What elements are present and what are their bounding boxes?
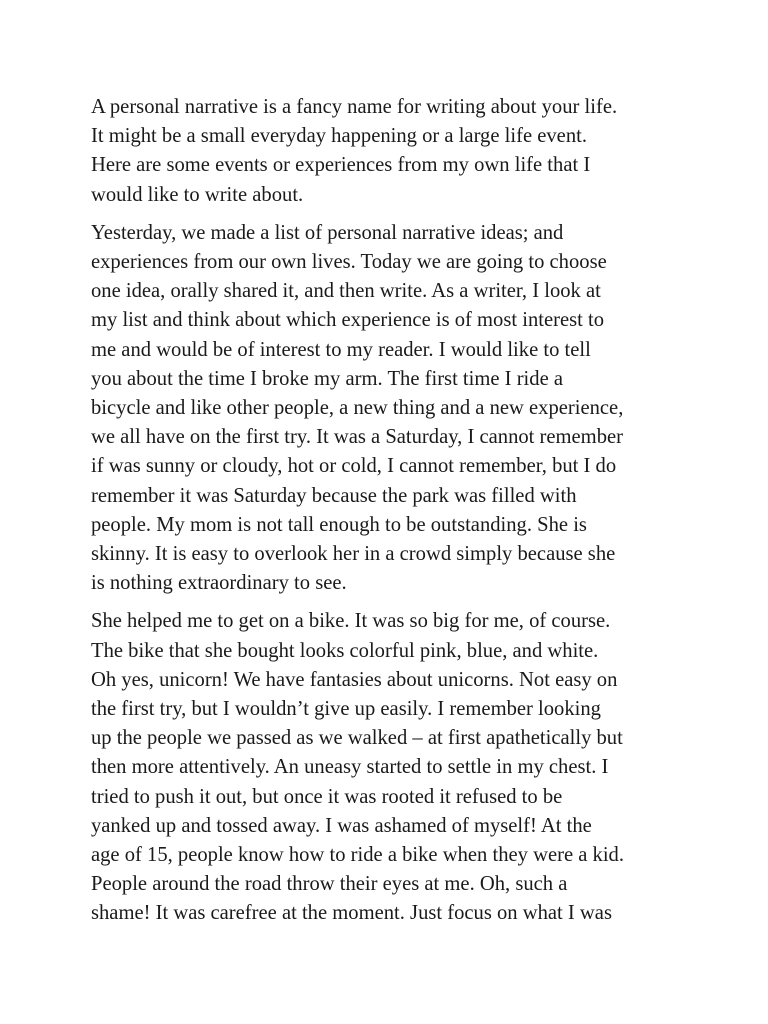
- text-line: me and would be of interest to my reader. I would like to tell: [91, 338, 591, 361]
- text-line: yanked up and tossed away. I was ashamed of myself! At the: [91, 814, 592, 837]
- text-line: people. My mom is not tall enough to be outstanding. She is: [91, 513, 587, 536]
- text-line: shame! It was carefree at the moment. Just focus on what I was: [91, 902, 612, 925]
- text-line: The bike that she bought looks colorful pink, blue, and white.: [91, 639, 599, 662]
- text-line: A personal narrative is a fancy name for writing about your life.: [91, 96, 618, 118]
- text-line: then more attentively. An uneasy started to settle in my chest. I: [91, 756, 609, 779]
- text-line: It might be a small everyday happening or a large life event.: [91, 125, 587, 148]
- text-line: She helped me to get on a bike. It was so big for me, of course.: [91, 610, 611, 633]
- text-line: we all have on the first try. It was a Saturday, I cannot remember: [91, 426, 623, 449]
- text-line: People around the road throw their eyes at me. Oh, such a: [91, 873, 568, 896]
- text-line: experiences from our own lives. Today we are going to choose: [91, 251, 607, 274]
- text-line: skinny. It is easy to overlook her in a crowd simply because she: [91, 543, 616, 566]
- paragraph-1: [91, 93, 709, 210]
- text-line: my list and think about which experience is of most interest to: [91, 309, 605, 332]
- document-body: [91, 93, 709, 938]
- text-line: would like to write about.: [91, 183, 304, 206]
- text-line: bicycle and like other people, a new thing and a new experience,: [91, 397, 624, 420]
- text-line: one idea, orally shared it, and then write. As a writer, I look at: [91, 280, 601, 303]
- text-line: if was sunny or cloudy, hot or cold, I cannot remember, but I do: [91, 455, 617, 478]
- text-line: the first try, but I wouldn’t give up easily. I remember looking: [91, 698, 601, 721]
- text-line: you about the time I broke my arm. The first time I ride a: [91, 367, 563, 390]
- text-line: is nothing extraordinary to see.: [91, 572, 347, 595]
- text-line: Oh yes, unicorn! We have fantasies about unicorns. Not easy on: [91, 668, 618, 691]
- text-line: remember it was Saturday because the park was filled with: [91, 484, 577, 507]
- text-line: age of 15, people know how to ride a bike when they were a kid.: [91, 844, 624, 867]
- paragraph-2: [91, 219, 709, 599]
- text-line: Here are some events or experiences from my own life that I: [91, 154, 591, 177]
- text-line: tried to push it out, but once it was rooted it refused to be: [91, 785, 563, 808]
- text-line: up the people we passed as we walked – at first apathetically but: [91, 727, 623, 750]
- paragraph-3: [91, 607, 709, 928]
- text-line: Yesterday, we made a list of personal narrative ideas; and: [91, 221, 564, 244]
